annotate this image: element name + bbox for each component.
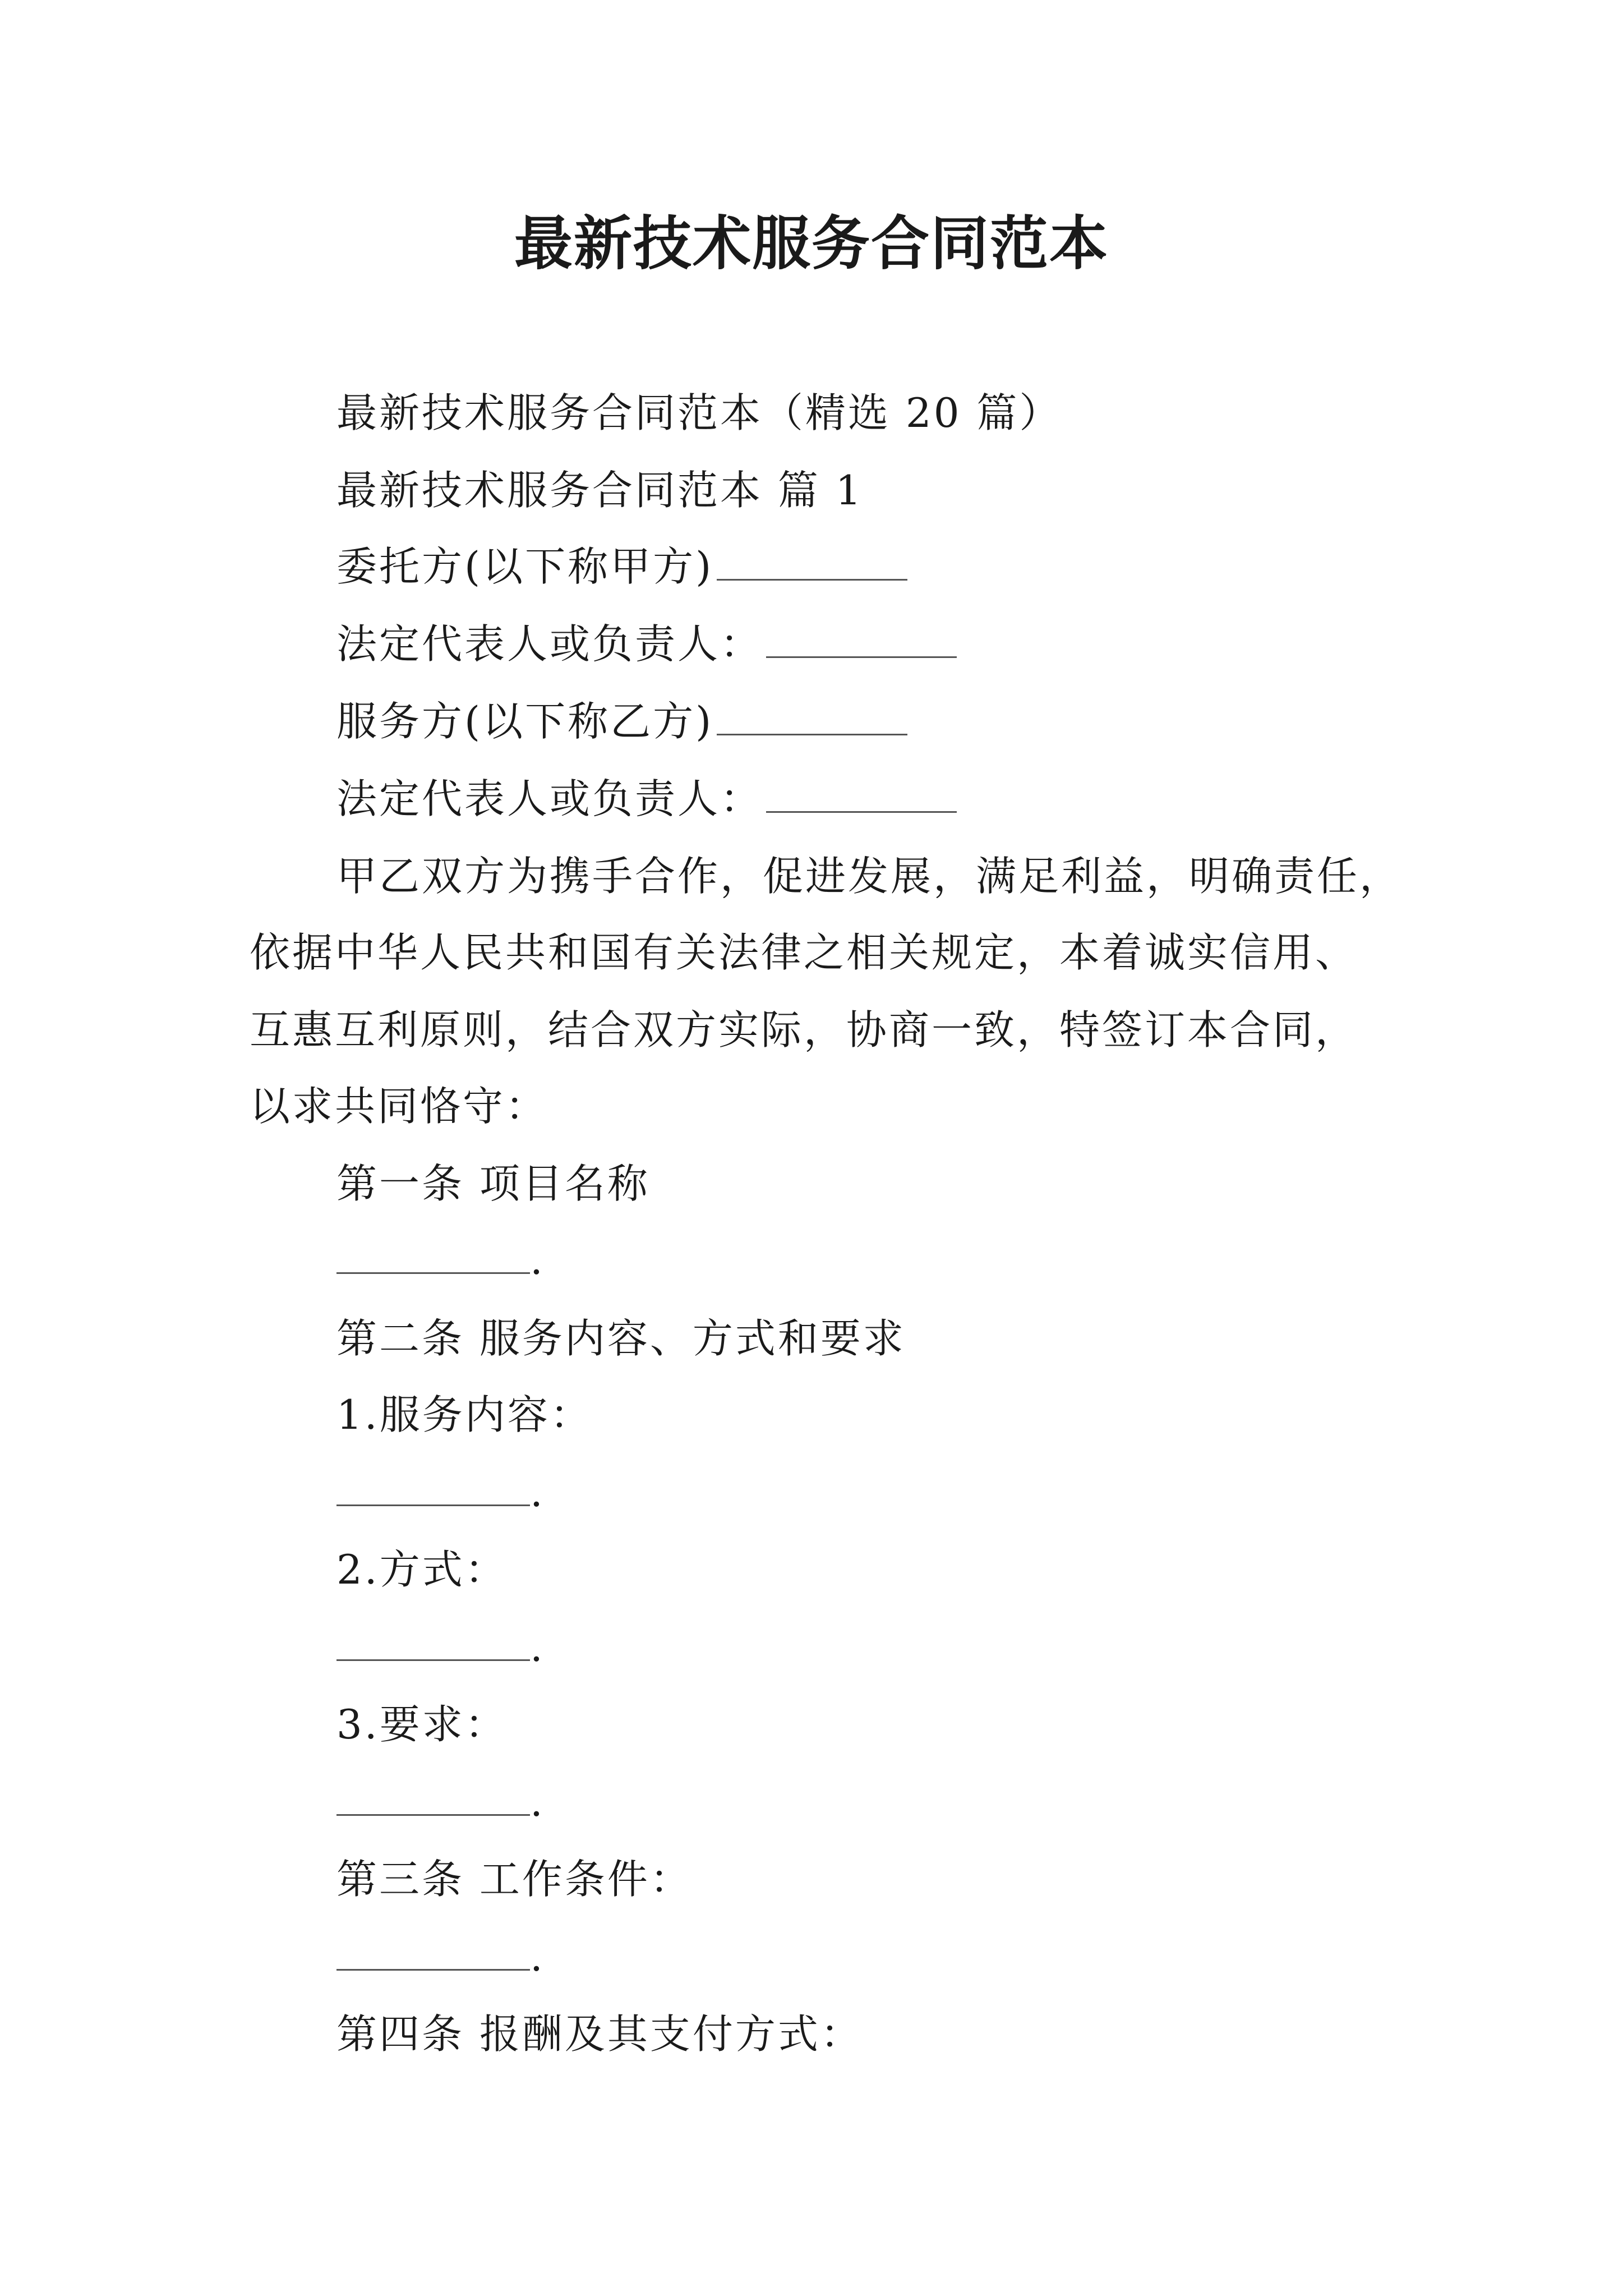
subtitle: 最新技术服务合同范本（精选 20 篇） <box>336 389 1062 436</box>
period: . <box>530 1778 545 1825</box>
intro-paragraph-line-1: 甲乙双方为携手合作，促进发展，满足利益，明确责任， <box>336 853 1403 900</box>
article-1-heading: 第一条 项目名称 <box>336 1160 650 1207</box>
document-title: 最新技术服务合同范本 <box>514 209 1109 278</box>
article-1-blank-line <box>336 1234 545 1286</box>
party-b-line <box>336 696 907 747</box>
article-2-heading: 第二条 服务内容、方式和要求 <box>336 1315 906 1362</box>
party-a-label: 委托方(以下称甲方) <box>336 543 714 590</box>
legal-rep-b-label: 法定代表人或负责人： <box>336 775 763 822</box>
service-method-blank[interactable] <box>336 1622 530 1661</box>
party-a-blank[interactable] <box>717 542 907 581</box>
period: . <box>530 1236 545 1283</box>
item-2-label: 2.方式： <box>336 1546 508 1593</box>
article-3-blank-line <box>336 1931 545 1982</box>
work-conditions-blank[interactable] <box>336 1932 530 1971</box>
item-3-blank-line <box>336 1776 545 1828</box>
service-content-blank[interactable] <box>336 1467 530 1506</box>
intro-paragraph-line-4: 以求共同恪守： <box>250 1083 548 1130</box>
article-3-heading: 第三条 工作条件： <box>336 1856 693 1903</box>
legal-rep-b-blank[interactable] <box>766 774 957 813</box>
item-1-label: 1.服务内容： <box>336 1391 593 1438</box>
party-b-label: 服务方(以下称乙方) <box>336 698 714 745</box>
legal-rep-a-label: 法定代表人或负责人： <box>336 620 763 668</box>
intro-paragraph-line-2: 依据中华人民共和国有关法律之相关规定，本着诚实信用、 <box>250 929 1358 976</box>
article-4-heading: 第四条 报酬及其支付方式： <box>336 2010 863 2058</box>
legal-rep-a-blank[interactable] <box>766 619 957 658</box>
item-1-blank-line <box>336 1466 545 1518</box>
intro-paragraph-line-3: 互惠互利原则，结合双方实际，协商一致，特签订本合同， <box>250 1006 1358 1053</box>
party-a-line <box>336 541 907 592</box>
legal-rep-a-line <box>336 618 957 670</box>
item-2-blank-line <box>336 1621 545 1673</box>
service-requirement-blank[interactable] <box>336 1777 530 1816</box>
chapter-heading: 最新技术服务合同范本 篇 1 <box>336 467 864 514</box>
legal-rep-b-line <box>336 773 957 825</box>
project-name-blank[interactable] <box>336 1235 530 1274</box>
period: . <box>530 1469 545 1516</box>
party-b-blank[interactable] <box>717 697 907 735</box>
period: . <box>530 1933 545 1980</box>
item-3-label: 3.要求： <box>336 1701 508 1748</box>
period: . <box>530 1623 545 1671</box>
